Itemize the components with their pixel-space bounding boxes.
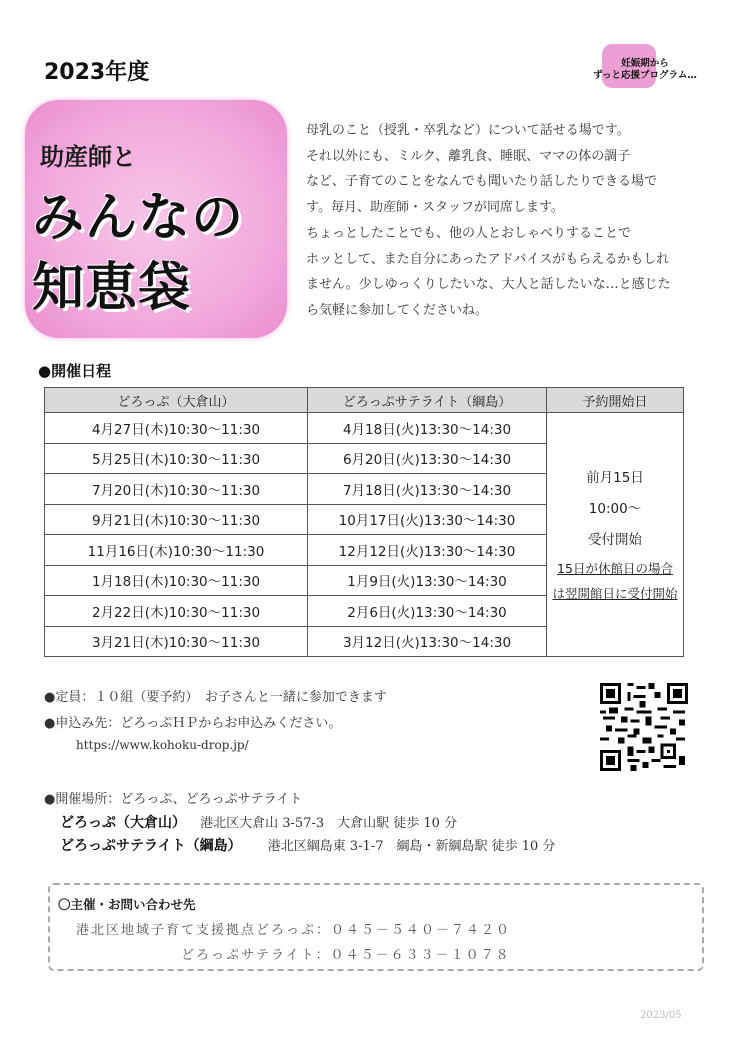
website-link[interactable]: https://www.kohoku-drop.jp/ xyxy=(76,738,249,752)
badge-line-1: 妊娠期から xyxy=(621,58,669,69)
reservation-line: 受付開始 xyxy=(588,532,642,548)
program-badge-text xyxy=(580,58,710,82)
document-date: 2023/05 xyxy=(640,1010,682,1021)
intro-line: ちょっとしたことでも、他の人とおしゃべりすることで xyxy=(306,225,632,241)
tsunashima-date: 4月18日(火)13:30～14:30 xyxy=(308,413,547,444)
okurayama-date: 2月22日(木)10:30～11:30 xyxy=(45,596,308,627)
badge-line-2: ずっと応援プログラム… xyxy=(593,70,697,81)
okurayama-date: 7月20日(木)10:30～11:30 xyxy=(45,474,308,505)
tsunashima-date: 10月17日(火)13:30～14:30 xyxy=(308,504,547,535)
tsunashima-date: 1月9日(火)13:30～14:30 xyxy=(308,565,547,596)
tsunashima-date: 3月12日(火)13:30～14:30 xyxy=(308,626,547,657)
okurayama-date: 4月27日(木)10:30～11:30 xyxy=(45,413,308,444)
col-header-reservation: 予約開始日 xyxy=(547,388,684,413)
okurayama-date: 1月18日(木)10:30～11:30 xyxy=(45,565,308,596)
intro-paragraph xyxy=(306,118,706,324)
intro-line: ません。少しゆっくりしたいな、大人と話したいな…と感じた xyxy=(306,277,671,293)
intro-line: 母乳のこと（授乳・卒乳など）について話せる場です。 xyxy=(306,123,630,138)
okurayama-date: 9月21日(木)10:30～11:30 xyxy=(45,504,308,535)
qr-code-icon xyxy=(600,683,688,771)
intro-line: など、子育てのことをなんでも聞いたり話したりできる場で xyxy=(306,174,658,190)
intro-line: ホッとして、また自分にあったアドバイスがもらえるかもしれ xyxy=(306,251,670,267)
table-header-row xyxy=(45,388,684,413)
schedule-table xyxy=(44,387,684,657)
title-main-line-2: 知恵袋 xyxy=(32,258,192,318)
okurayama-date: 11月16日(木)10:30～11:30 xyxy=(45,535,308,566)
col-header-tsunashima: どろっぷサテライト（綱島） xyxy=(308,388,547,413)
venue-okurayama-address: 港北区大倉山 3-57-3 大倉山駅 徒歩 10 分 xyxy=(200,816,458,831)
okurayama-date: 3月21日(木)10:30～11:30 xyxy=(45,626,308,657)
col-header-okurayama: どろっぷ（大倉山） xyxy=(45,388,308,413)
venue-info: ●開催場所：どろっぷ、どろっぷサテライト xyxy=(44,792,303,807)
venue-okurayama xyxy=(60,812,457,832)
schedule-heading: ●開催日程 xyxy=(38,362,112,380)
apply-info: ●申込み先：どろっぷＨＰからお申込みください。 xyxy=(44,716,342,731)
tsunashima-date: 2月6日(火)13:30～14:30 xyxy=(308,596,547,627)
contact-tsunashima-phone: どろっぷサテライト：０４５－６３３－１０７８ xyxy=(181,948,511,963)
tsunashima-date: 7月18日(火)13:30～14:30 xyxy=(308,474,547,505)
table-row xyxy=(45,413,684,444)
title-subheading: 助産師と xyxy=(40,143,136,171)
title-main-line-1: みんなの xyxy=(32,188,245,248)
venue-tsunashima xyxy=(60,835,555,855)
okurayama-date: 5月25日(木)10:30～11:30 xyxy=(45,443,308,474)
capacity-info: ●定員：１０組（要予約） お子さんと一緒に参加できます xyxy=(44,690,387,705)
reservation-note: 15日が休館日の場合 xyxy=(557,561,673,576)
tsunashima-date: 6月20日(火)13:30～14:30 xyxy=(308,443,547,474)
reservation-line: 前月15日 xyxy=(586,470,644,486)
intro-line: ら気軽に参加してくださいね。 xyxy=(306,302,489,318)
contact-okurayama-phone: 港北区地域子育て支援拠点どろっぷ：０４５－５４０－７４２０ xyxy=(76,923,512,938)
contact-title: 〇主催・お問い合わせ先 xyxy=(58,897,196,912)
tsunashima-date: 12月12日(火)13:30～14:30 xyxy=(308,535,547,566)
reservation-note: は翌開館日に受付開始 xyxy=(552,586,678,601)
intro-line: それ以外にも、ミルク、離乳食、睡眠、ママの体の調子 xyxy=(306,148,631,164)
fiscal-year: 2023年度 xyxy=(44,60,150,85)
venue-okurayama-name: どろっぷ（大倉山） xyxy=(60,815,186,831)
venue-tsunashima-address: 港北区綱島東 3-1-7 綱島・新綱島駅 徒歩 10 分 xyxy=(267,839,556,854)
reservation-line: 10:00～ xyxy=(588,501,642,517)
venue-tsunashima-name: どろっぷサテライト（綱島） xyxy=(60,838,242,854)
intro-line: す。毎月、助産師・スタッフが同席します。 xyxy=(306,200,564,216)
reservation-info xyxy=(547,413,684,657)
